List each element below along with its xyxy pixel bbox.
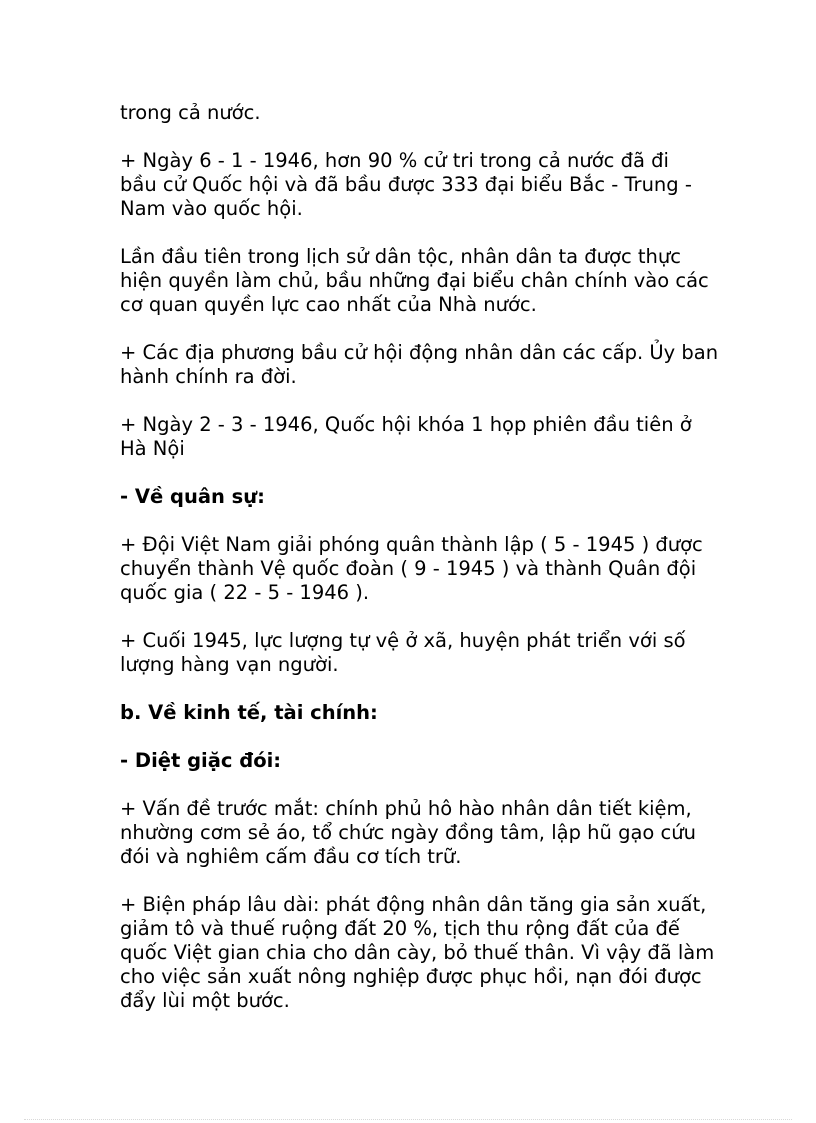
text-line: trong cả nước. (120, 101, 261, 124)
text-line: đói và nghiêm cấm đầu cơ tích trữ. (120, 845, 462, 868)
page-content (120, 101, 719, 1037)
text-line: + Biện pháp lâu dài: phát động nhân dân tăng gia sản xuất, (120, 893, 707, 916)
text-line: nhường cơm sẻ áo, tổ chức ngày đồng tâm, lập hũ gạo cứu (120, 821, 696, 844)
paragraph (120, 533, 710, 605)
text-line: đẩy lùi một bước. (120, 989, 290, 1012)
paragraph (120, 341, 719, 389)
text-line: quốc Việt gian chia cho dân cày, bỏ thuế thân. Vì vậy đã làm (120, 941, 715, 964)
text-line: quốc gia ( 22 - 5 - 1946 ). (120, 581, 370, 604)
paragraph (120, 149, 710, 221)
text-line: hành chính ra đời. (120, 365, 297, 388)
text-line: + Các địa phương bầu cử hội động nhân dân các cấp. Ủy ban (120, 341, 719, 364)
page-bottom-divider (24, 1119, 792, 1120)
paragraph (120, 245, 710, 317)
text-line: + Cuối 1945, lực lượng tự vệ ở xã, huyện phát triển với số (120, 629, 686, 652)
paragraph (120, 797, 710, 869)
text-line: Hà Nội (120, 437, 185, 460)
text-line: + Đội Việt Nam giải phóng quân thành lập ( 5 - 1945 ) được (120, 533, 703, 556)
section-heading-famine: - Diệt giặc đói: (120, 749, 282, 772)
text-line: bầu cử Quốc hội và đã bầu được 333 đại biểu Bắc - Trung - (120, 173, 692, 196)
section-heading-economy: b. Về kinh tế, tài chính: (120, 701, 378, 724)
text-line: chuyển thành Vệ quốc đoàn ( 9 - 1945 ) và thành Quân đội (120, 557, 697, 580)
text-line: + Ngày 2 - 3 - 1946, Quốc hội khóa 1 họp phiên đầu tiên ở (120, 413, 692, 436)
text-line: + Ngày 6 - 1 - 1946, hơn 90 % cử tri trong cả nước đã đi (120, 149, 669, 172)
text-line: cơ quan quyền lực cao nhất của Nhà nước. (120, 293, 537, 316)
text-line: hiện quyền làm chủ, bầu những đại biểu chân chính vào các (120, 269, 709, 292)
text-line: giảm tô và thuế ruộng đất 20 %, tịch thu rộng đất của đế (120, 917, 680, 940)
text-line: + Vấn đề trước mắt: chính phủ hô hào nhân dân tiết kiệm, (120, 797, 692, 820)
paragraph (120, 101, 710, 125)
paragraph (120, 893, 715, 1013)
text-line: cho việc sản xuất nông nghiệp được phục hồi, nạn đói được (120, 965, 702, 988)
text-line: lượng hàng vạn người. (120, 653, 339, 676)
section-heading-military: - Về quân sự: (120, 485, 265, 508)
paragraph (120, 413, 710, 461)
text-line: Lần đầu tiên trong lịch sử dân tộc, nhân dân ta được thực (120, 245, 681, 268)
text-line: Nam vào quốc hội. (120, 197, 303, 220)
paragraph (120, 629, 710, 677)
